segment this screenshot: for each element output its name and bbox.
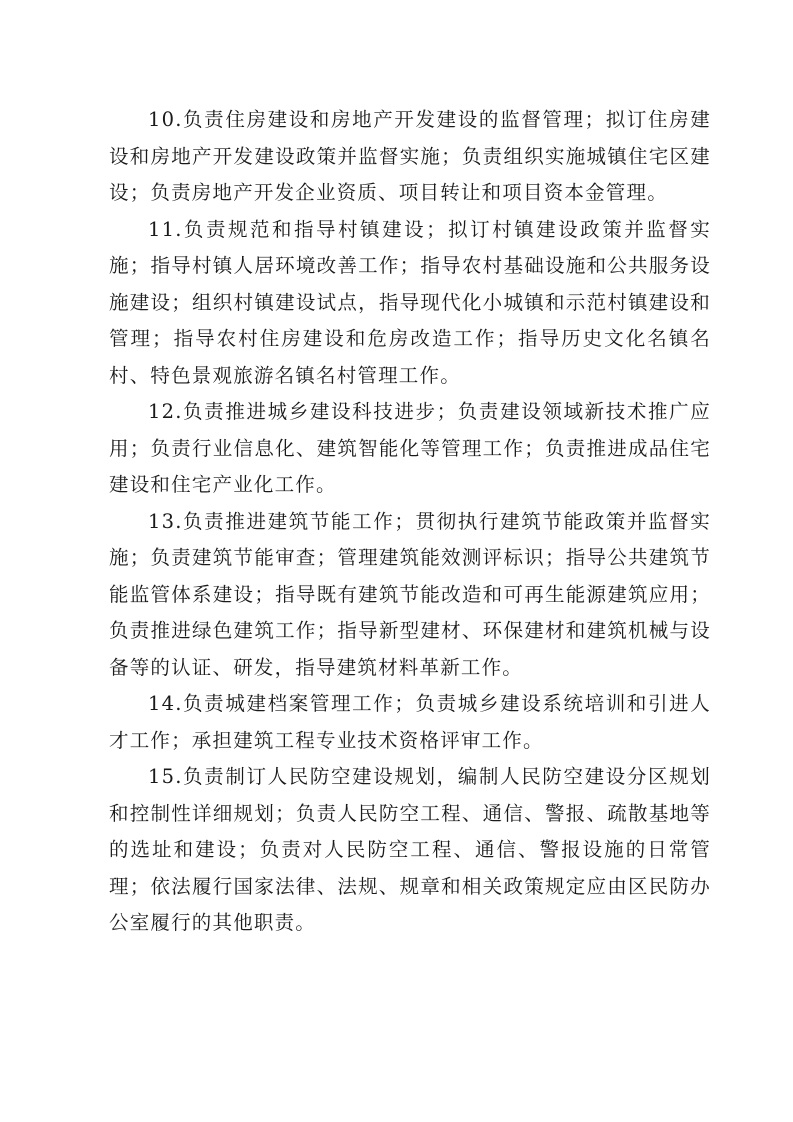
paragraph-item-15: 15.负责制订人民防空建设规划，编制人民防空建设分区规划和控制性详细规划；负责人民防空工程、通信、警报、疏散基地等的选址和建设；负责对人民防空工程、通信、警报设施的日常管理；依法履行国家法律、法规、规章和相关政策规定应由区民防办公室履行的其他职责。 <box>109 765 711 934</box>
paragraph-item-11: 11.负责规范和指导村镇建设；拟订村镇建设政策并监督实施；指导村镇人居环境改善工作；指导农村基础设施和公共服务设施建设；组织村镇建设试点，指导现代化小城镇和示范村镇建设和管理；指导农村住房建设和危房改造工作；指导历史文化名镇名村、特色景观旅游名镇名村管理工作。 <box>109 217 711 387</box>
paragraph-item-14: 14.负责城建档案管理工作；负责城乡建设系统培训和引进人才工作；承担建筑工程专业技术资格评审工作。 <box>109 692 711 752</box>
document-body <box>109 102 711 942</box>
paragraph-item-10: 10.负责住房建设和房地产开发建设的监督管理；拟订住房建设和房地产开发建设政策并监督实施；负责组织实施城镇住宅区建设；负责房地产开发企业资质、项目转让和项目资本金管理。 <box>109 108 711 204</box>
paragraph-item-12: 12.负责推进城乡建设科技进步；负责建设领域新技术推广应用；负责行业信息化、建筑智能化等管理工作；负责推进成品住宅建设和住宅产业化工作。 <box>109 400 711 496</box>
paragraph-item-13: 13.负责推进建筑节能工作；贯彻执行建筑节能政策并监督实施；负责建筑节能审查；管理建筑能效测评标识；指导公共建筑节能监管体系建设；指导既有建筑节能改造和可再生能源建筑应用；负责推进绿色建筑工作；指导新型建材、环保建材和建筑机械与设备等的认证、研发，指导建筑材料革新工作。 <box>109 509 711 679</box>
